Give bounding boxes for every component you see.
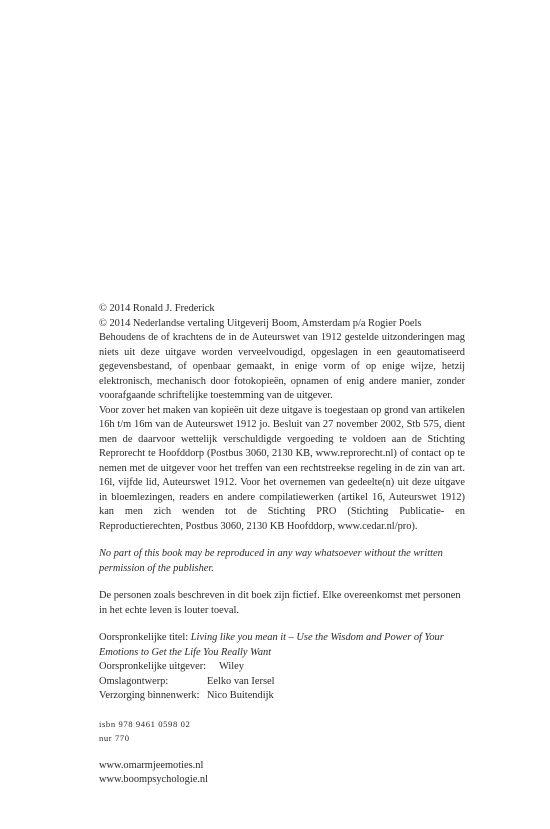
spacer: [99, 534, 465, 547]
original-publisher-value: Wiley: [219, 661, 244, 672]
rights-paragraph: Behoudens de of krachtens de in de Auteurswet van 1912 gestelde uitzonderingen mag niets uit deze uitgave worden verveelvoudigd, opgeslagen in een geautomatiseerd gegevensbestand, of openbaar gemaakt, in enige vorm of op enige wijze, hetzij elektronisch, mechanisch door fotokopieën, opnamen of enig andere manier, zonder voorafgaande schriftelijke toestemming van de uitgever.: [99, 332, 465, 401]
original-publisher-row: [99, 660, 465, 675]
copyright-translation: © 2014 Nederlandse vertaling Uitgeverij Boom, Amsterdam p/a Rogier Poels: [99, 317, 422, 329]
nur-code: nur 770: [99, 733, 130, 743]
isbn: isbn 978 9461 0598 02: [99, 718, 191, 729]
interior-design-row: [99, 689, 465, 704]
cover-design-label: Omslagontwerp:: [99, 675, 169, 687]
fiction-notice: De personen zoals beschreven in dit boek zijn fictief. Elke overeenkomst met personen in het echte leven is louter toeval.: [99, 590, 461, 616]
cover-design-value: Eelko van Iersel: [207, 675, 275, 687]
cover-design-row: [99, 675, 465, 690]
spacer: [99, 746, 465, 759]
spacer: [99, 704, 465, 717]
original-title-label: Oorspronkelijke titel:: [99, 632, 189, 643]
interior-design-value: Nico Buitendijk: [207, 690, 274, 701]
website-link[interactable]: www.omarmjeemoties.nl: [99, 759, 204, 771]
english-notice: No part of this book may be reproduced in any way whatsoever without the written permission of the publisher.: [99, 548, 443, 574]
original-title-value: Living like you mean it – Use the Wisdom and Power of Your Emotions to Get the Life You Really Want: [99, 632, 444, 658]
original-title-line: [99, 631, 465, 660]
original-publisher-label: Oorspronkelijke uitgever:: [99, 661, 207, 672]
copyright-original: © 2014 Ronald J. Frederick: [99, 303, 215, 314]
spacer: [99, 576, 465, 589]
interior-design-label: Verzorging binnenwerk:: [99, 690, 200, 701]
copyright-page: [99, 302, 465, 788]
reprography-paragraph: Voor zover het maken van kopieën uit deze uitgave is toegestaan op grond van artikelen 16h t/m 16m van de Auteurswet 1912 jo. Besluit van 27 november 2002, Stb 575, dient men de daarvoor wettelijk verschuldigde vergoeding te voldoen aan de Stichting Reprorecht te Hoofddorp (Postbus 3060, 2130 KB, www.reprorecht.nl) of contact op te nemen met de uitgever voor het treffen van een rechtstreekse regeling in de zin van art. 16l, vijfde lid, Auteurswet 1912. Voor het overnemen van gedeelte(n) uit deze uitgave in bloemlezingen, readers en andere compilatiewerken (artikel 16, Auteurswet 1912) kan men zich wenden tot de Stichting PRO (Stichting Publicatie- en Reproductierechten, Postbus 3060, 2130 KB Hoofddorp, www.cedar.nl/pro).: [99, 404, 465, 532]
spacer: [99, 618, 465, 631]
website-link[interactable]: www.boompsychologie.nl: [99, 774, 208, 785]
